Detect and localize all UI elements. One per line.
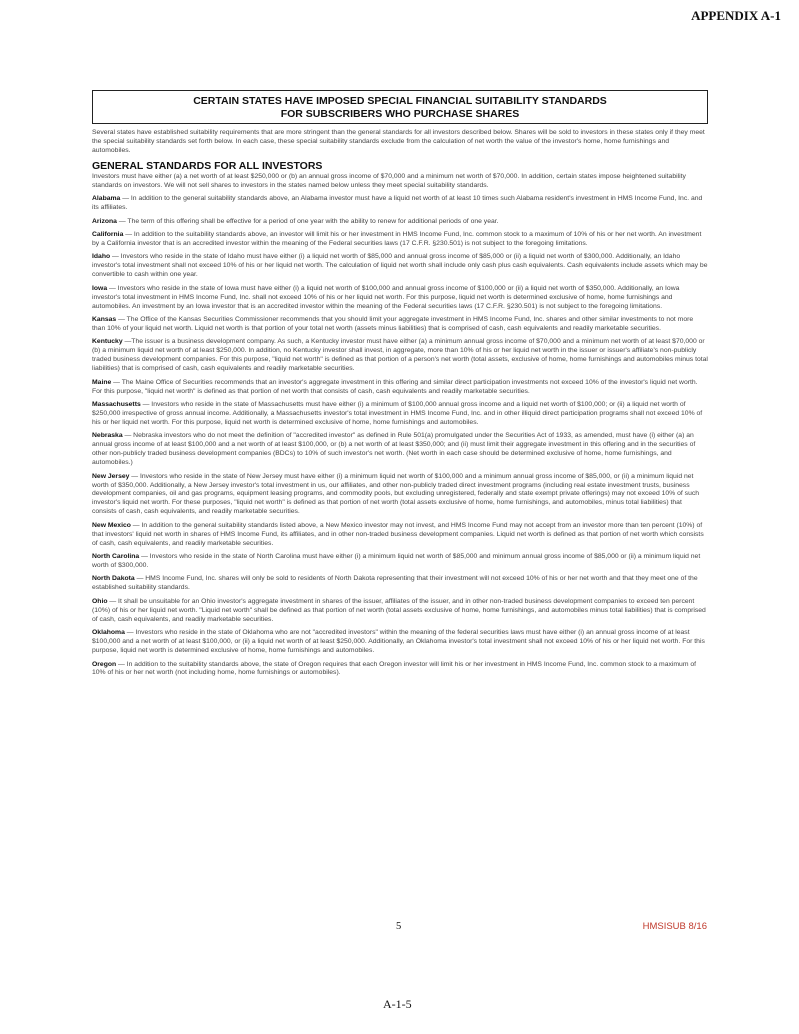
state-paragraph (92, 338, 708, 374)
state-text: — The Maine Office of Securities recommends that an investor's aggregate investment in this offering and similar direct participation investments not exceed 10% of the investor's liquid net worth. For this purpose, "liquid net worth" is defined as that portion of net worth that consists of cash, cash equivalents and readily marketable securities. (92, 378, 698, 395)
state-text: — Investors who reside in the state of New Jersey must have either (i) a minimum liquid net worth of $100,000 and a minimum annual gross income of $85,000, or (ii) a minimum liquid net worth of $350,000. Additionally, a New Jersey investor's total investment in us, our affiliates, and other non-publicly traded direct investment programs (including real estate investment trusts, business development companies, oil and gas programs, equipment leasing programs, and commodity pools, but excluding unregistered, federally and state exempt private offerings) may not exceed 10% of such investor's liquid net worth. For these purposes, "liquid net worth" is defined as that portion of net worth (total assets exclusive of home, home furnishings, and automobiles, minus total liabilities) that consists of cash, cash equivalents, and readily marketable securities. (92, 472, 700, 516)
state-name: Massachusetts (92, 401, 141, 409)
state-name: Kansas (92, 316, 117, 324)
state-text: — HMS Income Fund, Inc. shares will only be sold to residents of North Dakota representing that their investment will not exceed 10% of his or her net worth and that they meet one of the established suitability standards. (92, 575, 698, 592)
state-text: — It shall be unsuitable for an Ohio investor's aggregate investment in shares of the issuer, affiliates of the issuer, and in other non-traded business development companies to exceed ten percent (10%) of his or her liquid net worth. "Liquid net worth" shall be defined as that portion of net worth (total assets exclusive of home, home furnishings, and automobiles minus total liabilities) that is comprised of cash, cash equivalents, and readily marketable securities. (92, 597, 706, 623)
state-paragraph (92, 253, 708, 280)
state-paragraph (92, 218, 708, 227)
state-name: Kentucky (92, 338, 123, 346)
state-text: — In addition to the suitability standards above, the state of Oregon requires that each Oregon investor will limit his or her investment in HMS Income Fund, Inc. common stock to a maximum of 10% of his or her net worth (not including home, home furnishings or automobiles). (92, 660, 697, 677)
general-standards-text: Investors must have either (a) a net worth of at least $250,000 or (b) an annual gross income of $70,000 and a minimum net worth of $70,000. In addition, certain states impose heightened suitability standards on investors. We will not sell shares to investors in the states named below unless they meet special suitability standards. (92, 172, 686, 189)
state-paragraph (92, 553, 708, 571)
appendix-label: APPENDIX A-1 (691, 8, 781, 23)
state-paragraph (92, 661, 708, 679)
state-text: — Nebraska investors who do not meet the definition of "accredited investor" as defined in Rule 501(a) promulgated under the Securities Act of 1933, as amended, must have (i) either (a) an annual gross income of at least $100,000 and a net worth of at least $100,000, or (b) a net worth of at least $350,000; and (ii) must limit their aggregate investment in this offering and in the securities of other non-publicly traded business development companies (BDCs) to 10% of such investor's net worth. (Net worth in each case should be determined exclusive of home, home furnishings, and automobiles.) (92, 432, 696, 467)
state-paragraph (92, 522, 708, 549)
state-name: Maine (92, 378, 112, 386)
state-text: — Investors who reside in the state of Massachusetts must have either (i) a minimum of $100,000 annual gross income and a liquid net worth of $100,000; or (ii) a liquid net worth of $250,000 irrespective of gross annual income. Additionally, a Massachusetts investor's total investment in HMS Income Fund, Inc. and in other illiquid direct participation programs shall not exceed 10% of his or her liquid net worth. For this purpose, liquid net worth is determined exclusive of home, home furnishings and automobiles. (92, 401, 703, 426)
state-paragraph (92, 473, 708, 518)
state-name: California (92, 231, 124, 239)
state-standards-list (92, 195, 708, 678)
state-text: — Investors who reside in the state of Iowa must have either (i) a liquid net worth of $100,000 and annual gross income of $100,000 or (ii) a liquid net worth of $350,000. Additionally, an Iowa investor's total investment in HMS Income Fund, Inc. shall not exceed 10% of his or her liquid net worth. For this purpose, liquid net worth is determined exclusive of home, home furnishings and automobiles. An investment by an Iowa investor that is an accredited investor within the meaning of the Federal securities laws (17 C.F.R. §230.501) is not subject to the foregoing limitations. (92, 284, 680, 310)
appendix-page-number: A-1-5 (383, 997, 412, 1011)
state-text: — The Office of the Kansas Securities Commissioner recommends that you should limit your aggregate investment in HMS Income Fund, Inc. shares and other similar investments to not more than 10% of your liquid net worth. Liquid net worth is that portion of your total net worth (assets minus liabilities) that is comprised of cash, cash equivalents and readily marketable securities. (92, 316, 694, 332)
state-name: Nebraska (92, 432, 123, 440)
general-standards-heading: GENERAL STANDARDS FOR ALL INVESTORS (92, 159, 323, 172)
state-text: — Investors who reside in the state of Idaho must have either (i) a liquid net worth of $85,000 and annual gross income of $85,000 or (ii) a liquid net worth of $300,000. Additionally, an Idaho investor's total investment shall not exceed 10% of his or her liquid net worth. The calculation of liquid net worth shall include only cash plus cash equivalents. Cash equivalents include assets which may be convertible to cash within one year. (92, 253, 708, 279)
state-paragraph (92, 401, 708, 428)
state-paragraph (92, 598, 708, 625)
state-name: New Mexico (92, 521, 131, 529)
state-name: Arizona (92, 217, 117, 225)
state-text: — In addition to the suitability standards above, an investor will limit his or her investment in HMS Income Fund, Inc. common stock to a maximum of 10% of his or her net worth. An investment by a California investor that is an accredited investor within the meaning of the Federal securities laws (17 C.F.R. §230.501) is not subject to the foregoing limitations. (92, 231, 702, 247)
state-name: New Jersey (92, 472, 130, 480)
state-name: Idaho (92, 253, 111, 261)
state-text: — Investors who reside in the state of Oklahoma who are not "accredited investors" within the meaning of the federal securities laws must have either (i) an annual gross income of at least $100,000 and a net worth of at least $100,000, or (ii) a liquid net worth of at least $250,000. Additionally, an Oklahoma investor's total investment shall not exceed 10% of his or her liquid net worth. For this purpose, liquid net worth is determined exclusive of home, home furnishings and automobiles. (92, 629, 705, 654)
state-text: — Investors who reside in the state of North Carolina must have either (i) a minimum liquid net worth of $85,000 and minimum annual gross income of $85,000 or (ii) a minimum liquid net worth of $300,000. (92, 553, 701, 569)
state-name: Ohio (92, 597, 108, 605)
intro-paragraph: Several states have established suitability requirements that are more stringent than the general standards for all investors described below. Shares will be sold to investors in these states only if they meet the special suitability standards set forth below. In each case, these special suitability standards exclude from the calculation of net worth the value of the investor's home, home furnishings and automobiles. (92, 129, 705, 154)
state-paragraph (92, 379, 708, 397)
state-paragraph (92, 195, 708, 213)
title-box (92, 90, 708, 124)
state-text: — In addition to the general suitability standards above, an Alabama investor must have a liquid net worth of at least 10 times such Alabama resident's investment in HMS Income Fund, Inc. and its affiliates. (92, 195, 703, 212)
state-text: —The issuer is a business development company. As such, a Kentucky investor must have either (a) a minimum annual gross income of $70,000 and a minimum net worth of at least $70,000 or (b) a minimum liquid net worth of at least $250,000. In addition, no Kentucky investor shall invest, in aggregate, more than 10% of his or her liquid net worth in the issuer or issuer's affiliate's non-publicly traded business development companies. For this purpose, "liquid net worth" is defined as that portion of a person's net worth (total assets, exclusive of home, home furnishings and automobiles minus total liabilities) that is comprised of cash, cash equivalents and readily marketable securities. (92, 338, 708, 373)
state-name: North Dakota (92, 575, 135, 583)
state-paragraph (92, 285, 708, 312)
state-name: North Carolina (92, 553, 140, 561)
document-body (92, 129, 708, 683)
document-code: HMSISUB 8/16 (642, 921, 707, 932)
state-text: — The term of this offering shall be effective for a period of one year with the ability to renew for additional periods of one year. (116, 217, 499, 225)
state-paragraph (92, 575, 708, 593)
state-name: Oklahoma (92, 629, 125, 637)
state-name: Oregon (92, 660, 117, 668)
state-text: — In addition to the general suitability standards listed above, a New Mexico investor may not invest, and HMS Income Fund may not accept from an investor more than ten percent (10%) of that investors' liquid net worth in shares of HMS Income Fund, its affiliates, and in other non-traded business development companies. Liquid net worth is defined as that portion of net worth which consists of cash, cash equivalents, and readily marketable securities. (92, 521, 704, 547)
state-paragraph (92, 629, 708, 656)
state-name: Iowa (92, 284, 108, 292)
title-line-2: FOR SUBSCRIBERS WHO PURCHASE SHARES (280, 107, 520, 120)
state-paragraph (92, 231, 708, 249)
state-name: Alabama (92, 195, 121, 203)
state-paragraph (92, 316, 708, 334)
title-line-1: CERTAIN STATES HAVE IMPOSED SPECIAL FINANCIAL SUITABILITY STANDARDS (193, 95, 607, 107)
state-paragraph (92, 432, 708, 468)
page-number: 5 (396, 921, 402, 932)
